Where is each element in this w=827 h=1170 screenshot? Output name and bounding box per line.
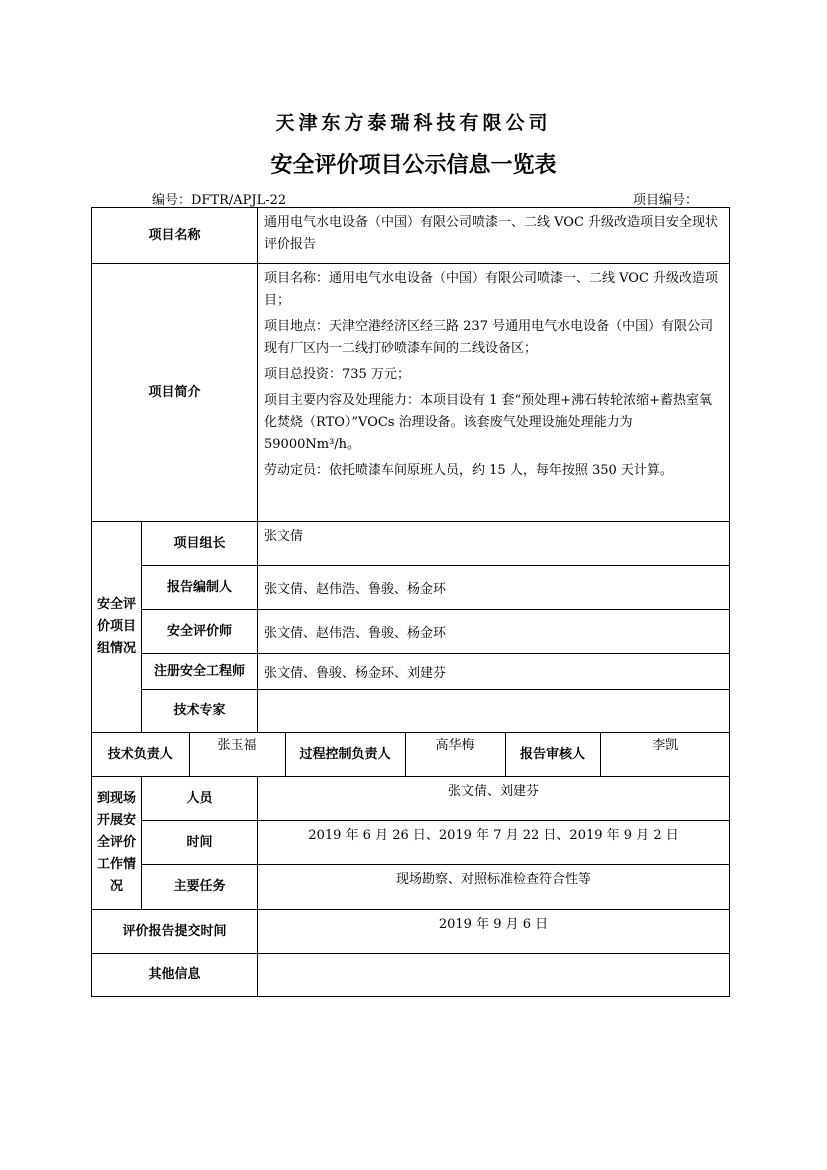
project-intro-label: 项目简介: [92, 264, 258, 522]
other-info-label: 其他信息: [92, 954, 258, 997]
intro-paragraph: 项目总投资：735 万元；: [264, 367, 410, 382]
intro-paragraph: 劳动定员：依托喷漆车间原班人员，约 15 人，每年按照 350 天计算。: [264, 463, 673, 478]
team-row: [92, 566, 730, 610]
other-info-value: [258, 954, 730, 997]
row-other: [92, 954, 730, 997]
doc-number: 编号：DFTR/APJL-22: [152, 193, 287, 208]
onsite-row: [92, 777, 730, 821]
team-row-label: 安全评价师: [142, 610, 258, 654]
intro-paragraph: 项目地点：天津空港经济区经三路 237 号通用电气水电设备（中国）有限公司现有厂区内一二线打砂喷漆车间的二线设备区；: [264, 319, 714, 356]
team-row-label: 技术专家: [142, 690, 258, 733]
project-intro-value: [258, 264, 730, 522]
row-responsible: [92, 733, 730, 777]
team-row-label: 报告编制人: [142, 566, 258, 610]
team-row-value: [258, 690, 730, 733]
project-name-value: 通用电气水电设备（中国）有限公司喷漆一、二线 VOC 升级改造项目安全现状评价报告: [258, 208, 730, 264]
team-row: [92, 654, 730, 690]
onsite-row-label: 主要任务: [142, 865, 258, 910]
team-row: [92, 610, 730, 654]
team-row-label: 项目组长: [142, 522, 258, 566]
page-title: 安全评价项目公示信息一览表: [270, 153, 557, 178]
team-group-label: 安全评价项目组情况: [92, 522, 142, 733]
team-row-value: 张文倩、赵伟浩、鲁骏、杨金环: [258, 566, 730, 610]
team-row-label: 注册安全工程师: [142, 654, 258, 690]
submission-label: 评价报告提交时间: [92, 910, 258, 954]
process-control-label: 过程控制负责人: [285, 733, 405, 776]
responsible-table: [92, 733, 730, 776]
row-submission: [92, 910, 730, 954]
onsite-row: [92, 865, 730, 910]
row-project-intro: [92, 264, 730, 522]
report-reviewer-label: 报告审核人: [505, 733, 600, 776]
onsite-row-label: 时间: [142, 821, 258, 865]
responsible-cell: [92, 733, 730, 777]
info-table: [91, 207, 730, 997]
intro-paragraph: 项目名称：通用电气水电设备（中国）有限公司喷漆一、二线 VOC 升级改造项目；: [264, 271, 719, 308]
tech-lead-label: 技术负责人: [92, 733, 189, 776]
submission-value: 2019 年 9 月 6 日: [258, 910, 730, 954]
onsite-row-value: 现场勘察、对照标准检查符合性等: [258, 865, 730, 910]
tech-lead-value: 张玉福: [189, 733, 285, 776]
onsite-row-value: 张文倩、刘建芬: [258, 777, 730, 821]
project-name-label: 项目名称: [92, 208, 258, 264]
intro-paragraph: 项目主要内容及处理能力：本项目设有 1 套“预处理+沸石转轮浓缩+蓄热室氧化焚烧（RTO）”VOCs 治理设备。该套废气处理设施处理能力为 59000Nm³/h。: [264, 393, 712, 452]
project-number-label: 项目编号：: [633, 193, 699, 208]
team-row: [92, 690, 730, 733]
onsite-row-label: 人员: [142, 777, 258, 821]
onsite-row: [92, 821, 730, 865]
team-row-value: 张文倩、赵伟浩、鲁骏、杨金环: [258, 610, 730, 654]
process-control-value: 高华梅: [405, 733, 505, 776]
report-reviewer-value: 李凯: [652, 738, 679, 753]
row-project-name: [92, 208, 730, 264]
team-row-value: 张文倩: [258, 522, 730, 566]
team-row-value: 张文倩、鲁骏、杨金环、刘建芬: [258, 654, 730, 690]
company-name: 天津东方泰瑞科技有限公司: [275, 112, 552, 134]
onsite-row-value: 2019 年 6 月 26 日、2019 年 7 月 22 日、2019 年 9 月 2 日: [258, 821, 730, 865]
onsite-group-label: 到现场开展安全评价工作情况: [92, 777, 142, 910]
team-row: [92, 522, 730, 566]
